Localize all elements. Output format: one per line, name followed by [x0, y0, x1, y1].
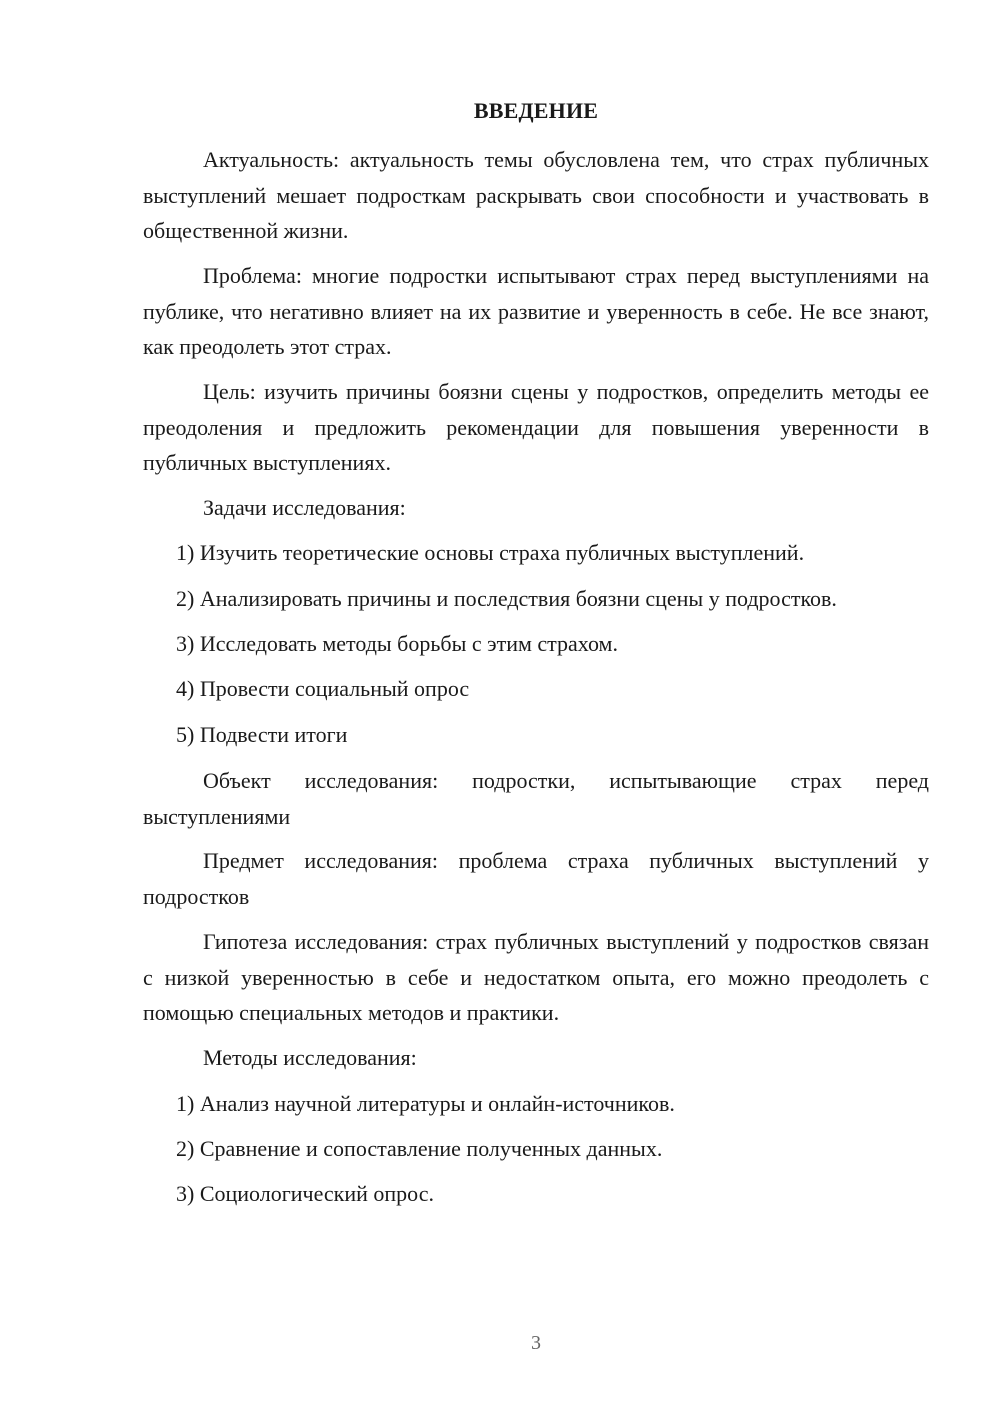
task-item-5: 5) Подвести итоги — [176, 722, 348, 747]
methods-heading: Методы исследования: — [203, 1045, 417, 1070]
task-item-2: 2) Анализировать причины и последствия боязни сцены у подростков. — [176, 586, 837, 611]
task-item-3: 3) Исследовать методы борьбы с этим страхом. — [176, 631, 618, 656]
problem-paragraph: Проблема: многие подростки испытывают страх перед выступлениями на публике, что негативно влияет на их развитие и уверенность в себе. Не все знают, как преодолеть этот страх. — [143, 263, 929, 359]
tasks-heading: Задачи исследования: — [203, 495, 406, 520]
relevance-paragraph: Актуальность: актуальность темы обусловлена тем, что страх публичных выступлений мешает подросткам раскрывать свои способности и участвовать в общественной жизни. — [143, 147, 929, 243]
method-item-3: 3) Социологический опрос. — [176, 1181, 434, 1206]
method-item-2: 2) Сравнение и сопоставление полученных данных. — [176, 1136, 663, 1161]
task-item-4: 4) Провести социальный опрос — [176, 676, 470, 701]
goal-paragraph: Цель: изучить причины боязни сцены у подростков, определить методы ее преодоления и предложить рекомендации для повышения уверенности в публичных выступлениях. — [143, 379, 929, 475]
object-paragraph: Объект исследования: подростки, испытывающие страх перед выступлениями — [143, 768, 929, 829]
subject-paragraph: Предмет исследования: проблема страха публичных выступлений у подростков — [143, 848, 929, 909]
hypothesis-paragraph: Гипотеза исследования: страх публичных выступлений у подростков связан с низкой уверенностью в себе и недостатком опыта, его можно преодолеть с помощью специальных методов и практики. — [143, 929, 929, 1025]
method-item-1: 1) Анализ научной литературы и онлайн-источников. — [176, 1091, 675, 1116]
page-number: 3 — [531, 1332, 541, 1354]
task-item-1: 1) Изучить теоретические основы страха публичных выступлений. — [176, 540, 805, 565]
section-title: ВВЕДЕНИЕ — [473, 98, 599, 123]
